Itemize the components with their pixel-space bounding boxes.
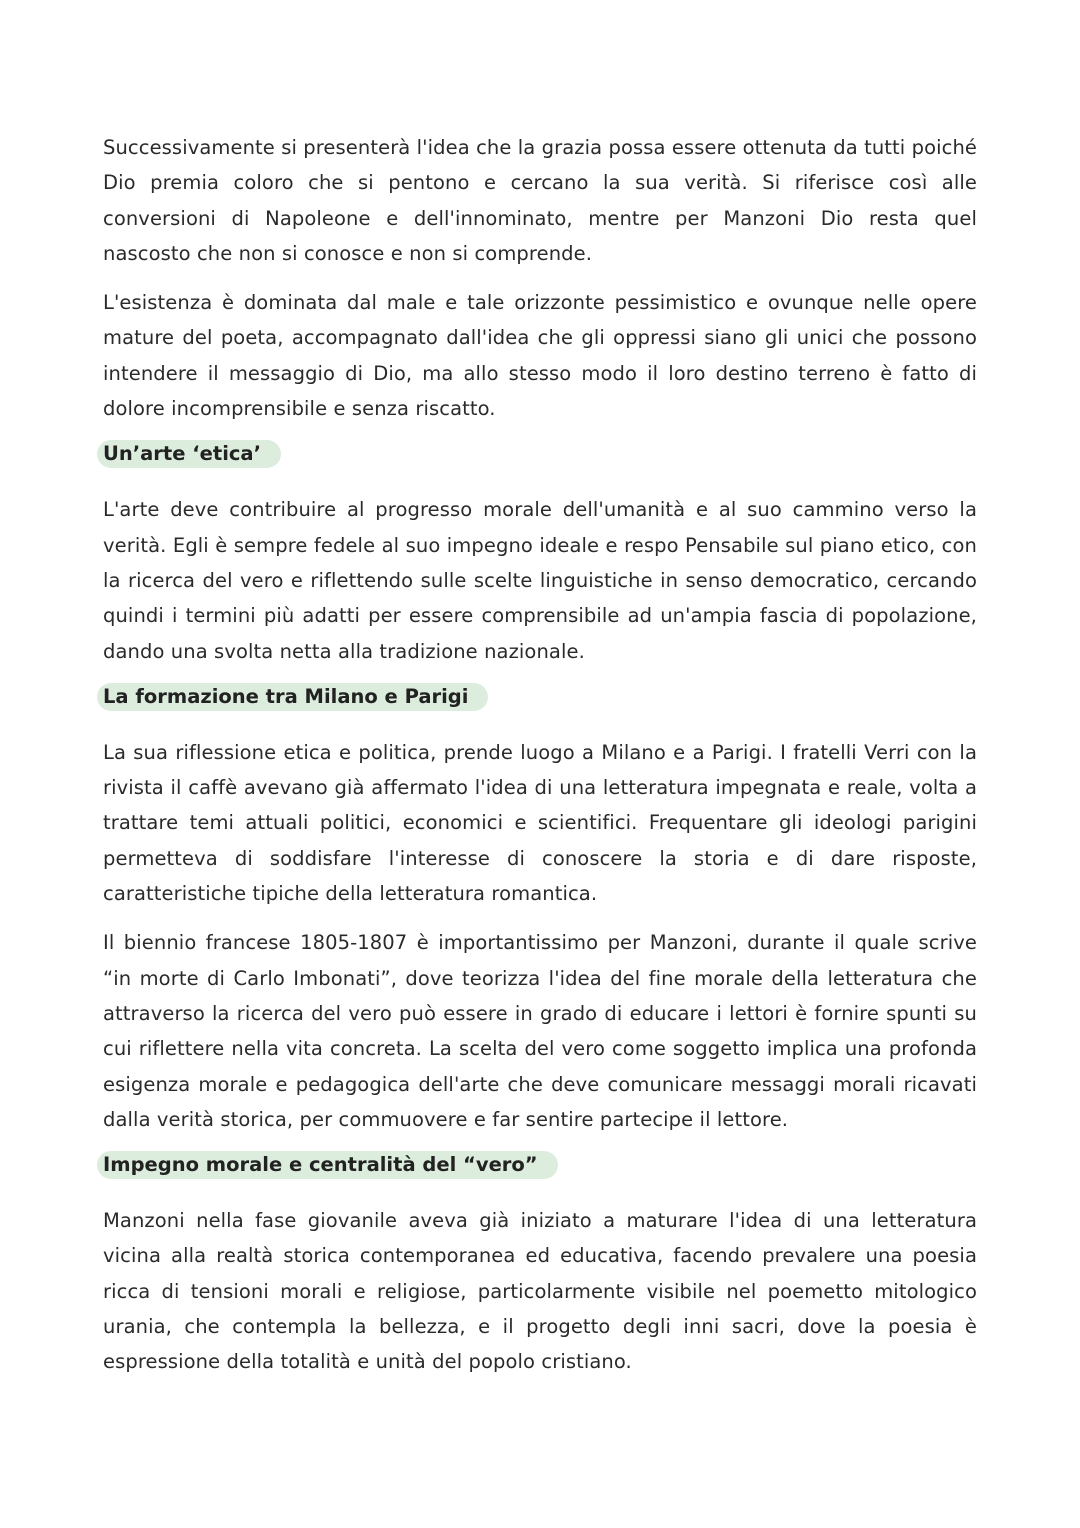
paragraph: L'esistenza è dominata dal male e tale orizzonte pessimistico e ovunque nelle opere mature del poeta, accompagnato dall'idea che gli oppressi siano gli unici che possono intendere il messaggio di Dio, ma allo stesso modo il loro destino terreno è fatto di dolore incomprensibile e senza riscatto. xyxy=(103,291,977,421)
paragraph: Il biennio francese 1805-1807 è importantissimo per Manzoni, durante il quale scrive “in morte di Carlo Imbonati”, dove teorizza l'idea del fine morale della letteratura che attraverso la ricerca del vero può essere in grado di educare i lettori è fornire spunti su cui riflettere nella vita concreta. La scelta del vero come soggetto implica una profonda esigenza morale e pedagogica dell'arte che deve comunicare messaggi morali ricavati dalla verità storica, per commuovere e far sentire partecipe il lettore. xyxy=(103,931,977,1131)
paragraph: La sua riflessione etica e politica, prende luogo a Milano e a Parigi. I fratelli Verri con la rivista il caffè avevano già affermato l'idea di una letteratura impegnata e reale, volta a trattare temi attuali politici, economici e scientifici. Frequentare gli ideologi parigini permetteva di soddisfare l'interesse di conoscere la storia e di dare risposte, caratteristiche tipiche della letteratura romantica. xyxy=(103,740,977,906)
paragraph: Manzoni nella fase giovanile aveva già iniziato a maturare l'idea di una letteratura vicina alla realtà storica contemporanea ed educativa, facendo prevalere una poesia ricca di tensioni morali e religiose, particolarmente visibile nel poemetto mitologico urania, che contempla la bellezza, e il progetto degli inni sacri, dove la poesia è espressione della totalità e unità del popolo cristiano. xyxy=(103,1209,977,1374)
paragraph: L'arte deve contribuire al progresso morale dell'umanità e al suo cammino verso la verità. Egli è sempre fedele al suo impegno ideale e respo Pensabile sul piano etico, con la ricerca del vero e riflettendo sulle scelte linguistiche in senso democratico, cercando quindi i termini più adatti per essere comprensibile ad un'ampia fascia di popolazione, dando una svolta netta alla tradizione nazionale. xyxy=(103,498,977,663)
section-heading: Impegno morale e centralità del “vero” xyxy=(97,1151,558,1179)
paragraph: Successivamente si presenterà l'idea che la grazia possa essere ottenuta da tutti poiché Dio premia coloro che si pentono e cercano la sua verità. Si riferisce così alle conversioni di Napoleone e dell'innominato, mentre per Manzoni Dio resta quel nascosto che non si conosce e non si comprende. xyxy=(103,136,978,265)
document-page xyxy=(103,130,977,1394)
section-heading: La formazione tra Milano e Parigi xyxy=(97,683,488,711)
section-heading: Un’arte ‘etica’ xyxy=(97,440,281,468)
